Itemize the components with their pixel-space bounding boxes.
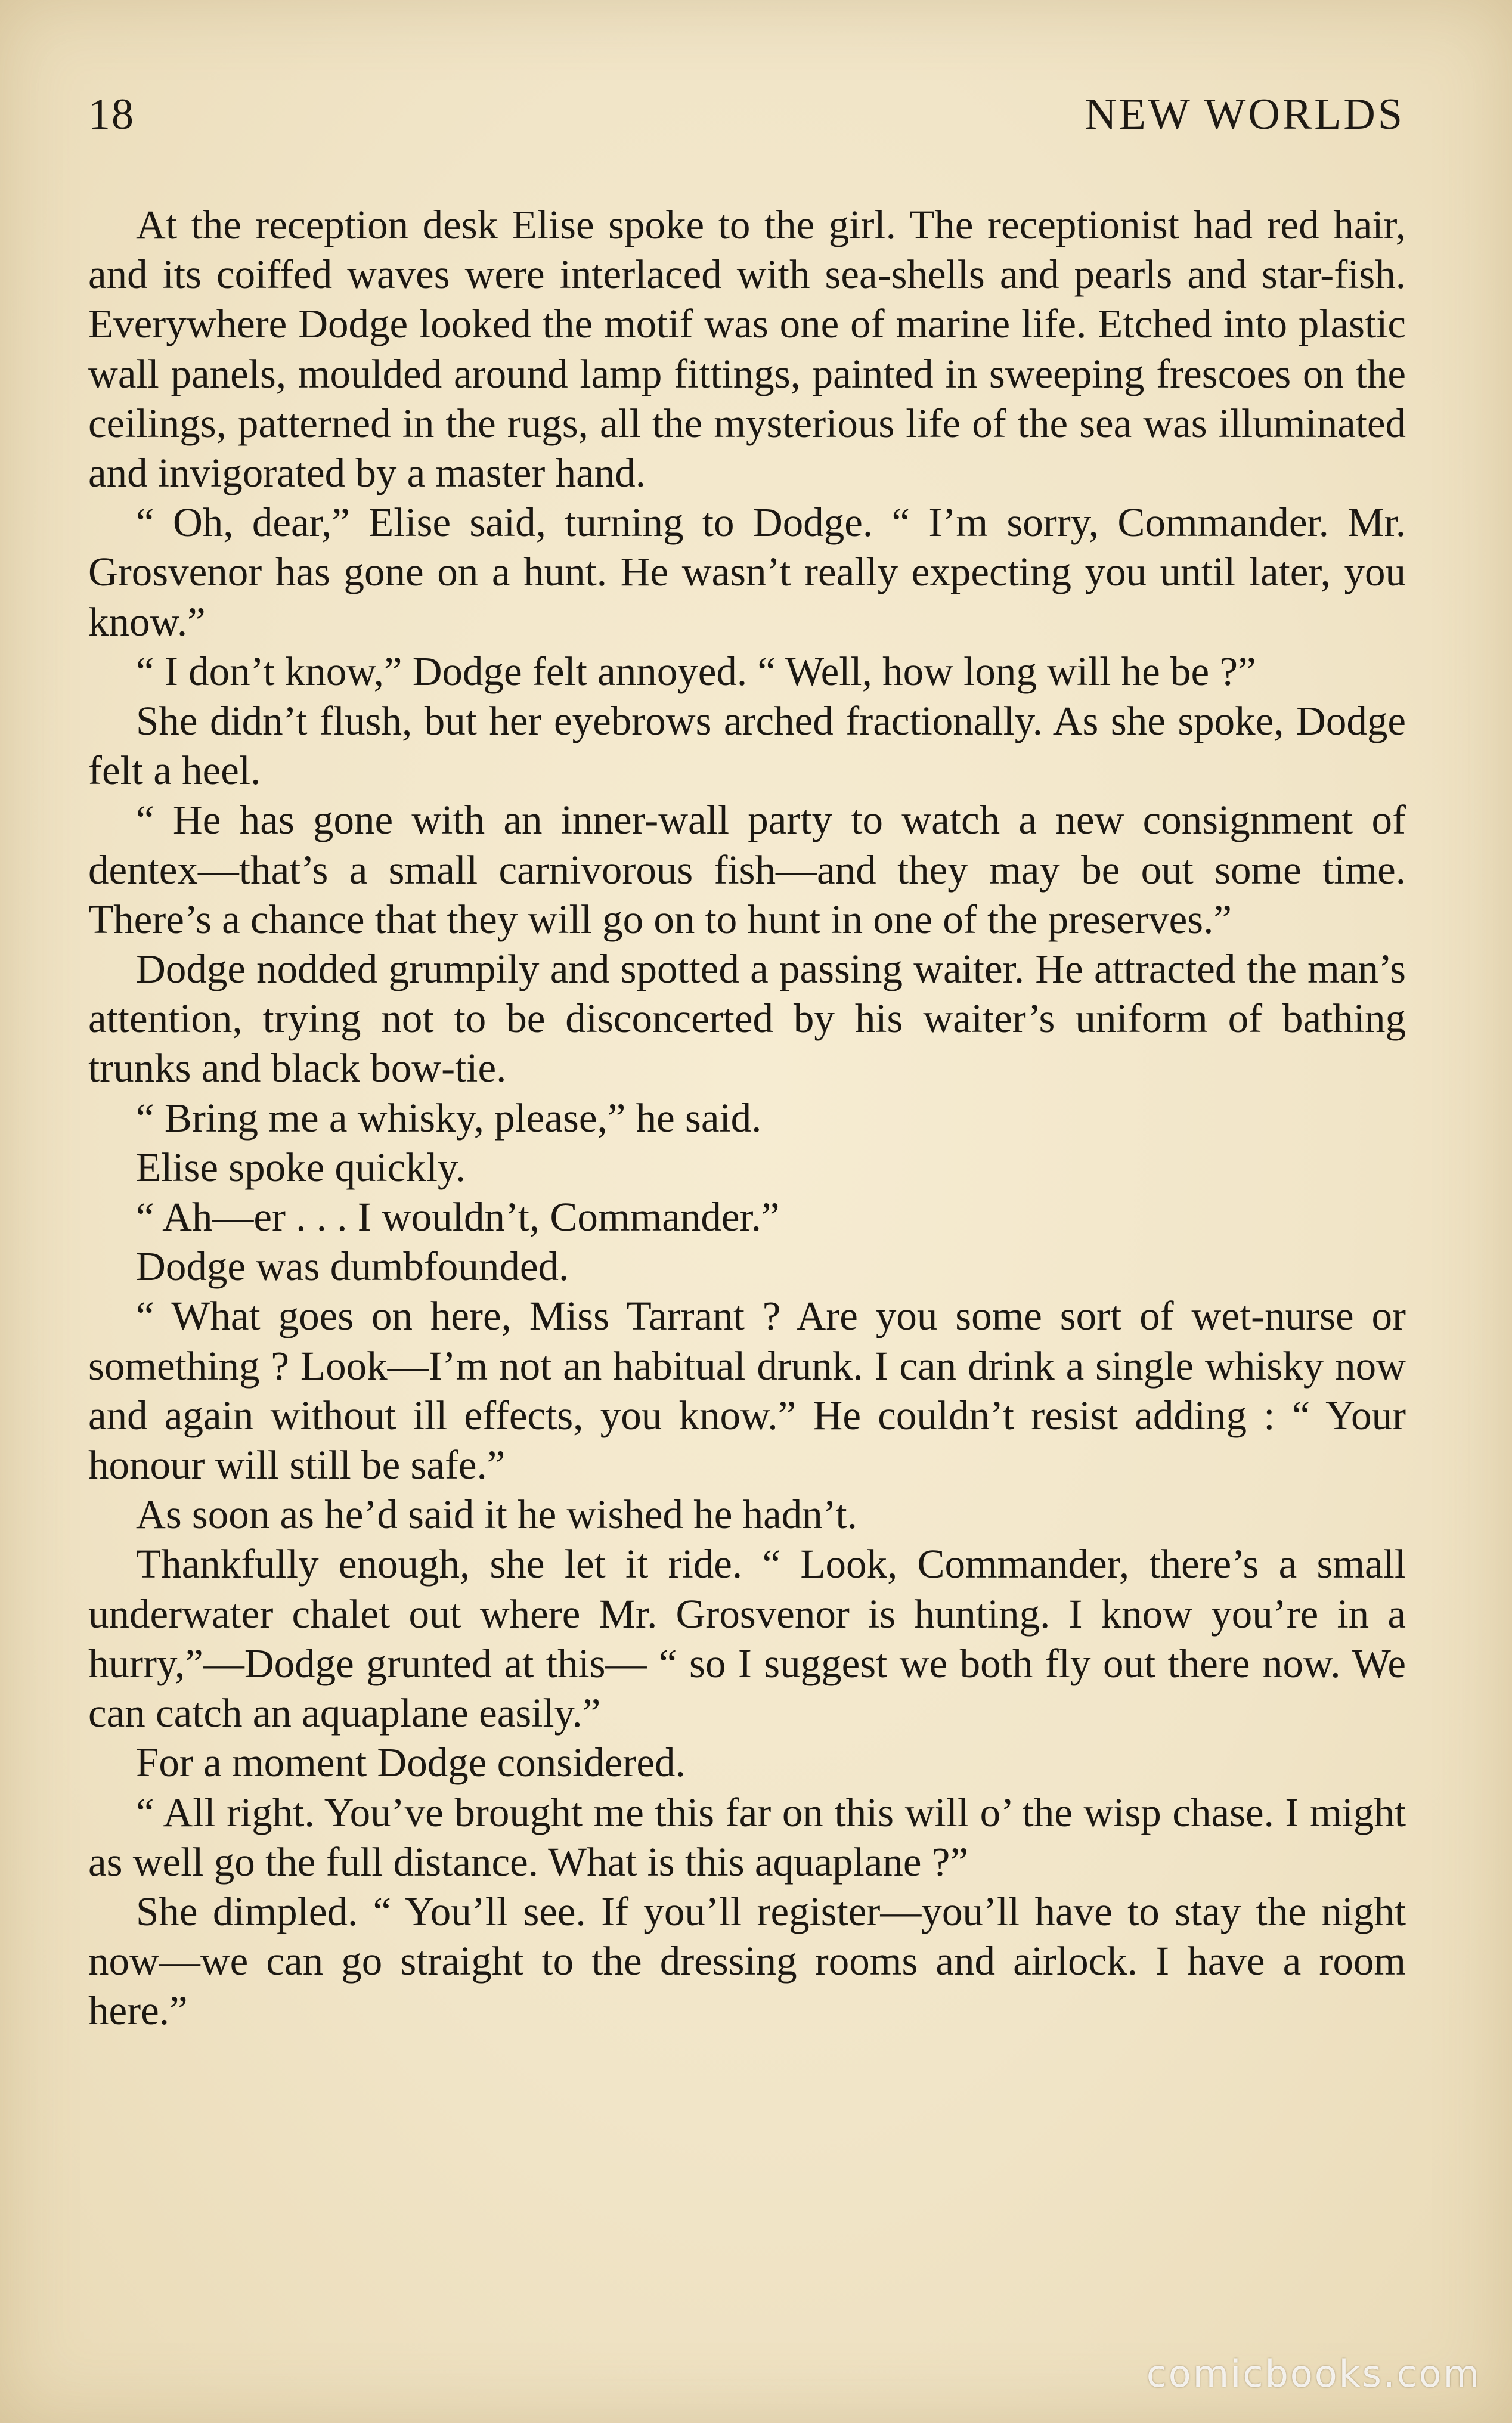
- paragraph: As soon as he’d said it he wished he hadn’t.: [136, 1492, 857, 1538]
- paragraph: Elise spoke quickly.: [136, 1144, 466, 1190]
- page-header: [88, 89, 1405, 155]
- paragraph: Thankfully enough, she let it ride. “ Look, Commander, there’s a small underwater chalet out where Mr. Grosvenor is hunting. I know you’re in a hurry,”—Dodge grunted at this— “ so I suggest we both fly out there now. We can catch an aquaplane easily.”: [88, 1541, 1406, 1736]
- page-number: 18: [88, 90, 135, 139]
- paragraph: She dimpled. “ You’ll see. If you’ll register—you’ll have to stay the night now—we can go straight to the dressing rooms and airlock. I have a room here.”: [88, 1888, 1406, 2034]
- paragraph: “ Oh, dear,” Elise said, turning to Dodge. “ I’m sorry, Commander. Mr. Grosvenor has gone on a hunt. He wasn’t really expecting you until later, you know.”: [88, 500, 1406, 645]
- paragraph: “ Ah—er . . . I wouldn’t, Commander.”: [136, 1194, 780, 1240]
- paragraph: She didn’t flush, but her eyebrows arched fractionally. As she spoke, Dodge felt a heel.: [88, 698, 1406, 794]
- body-text: [88, 200, 1406, 2036]
- watermark: comicbooks.com: [1146, 2352, 1481, 2396]
- paragraph: “ Bring me a whisky, please,” he said.: [136, 1095, 762, 1141]
- paragraph: Dodge was dumbfounded.: [136, 1244, 569, 1290]
- paragraph: “ All right. You’ve brought me this far on this will o’ the wisp chase. I might as well go the full distance. What is this aquaplane ?”: [88, 1789, 1406, 1885]
- paragraph: Dodge nodded grumpily and spotted a passing waiter. He attracted the man’s attention, trying not to be disconcerted by his waiter’s uniform of bathing trunks and black bow-tie.: [88, 946, 1406, 1091]
- paragraph: “ He has gone with an inner-wall party to watch a new consignment of dentex—that’s a small carnivorous fish—and they may be out some time. There’s a chance that they will go on to hunt in one of the preserves.”: [88, 797, 1406, 942]
- paragraph: “ What goes on here, Miss Tarrant ? Are you some sort of wet-nurse or something ? Look—I’m not an habitual drunk. I can drink a single whisky now and again without ill effects, you know.” He couldn’t resist adding : “ Your honour will still be safe.”: [88, 1293, 1406, 1488]
- paragraph: “ I don’t know,” Dodge felt annoyed. “ Well, how long will he be ?”: [136, 648, 1256, 694]
- running-head: NEW WORLDS: [1085, 90, 1405, 139]
- paragraph: At the reception desk Elise spoke to the girl. The receptionist had red hair, and its coiffed waves were interlaced with sea-shells and pearls and star-fish. Everywhere Dodge looked the motif was one of marine life. Etched into plastic wall panels, moulded around lamp fittings, painted in sweeping frescoes on the ceilings, patterned in the rugs, all the mysterious life of the sea was illuminated and invigorated by a master hand.: [88, 202, 1406, 496]
- paragraph: For a moment Dodge considered.: [136, 1740, 686, 1786]
